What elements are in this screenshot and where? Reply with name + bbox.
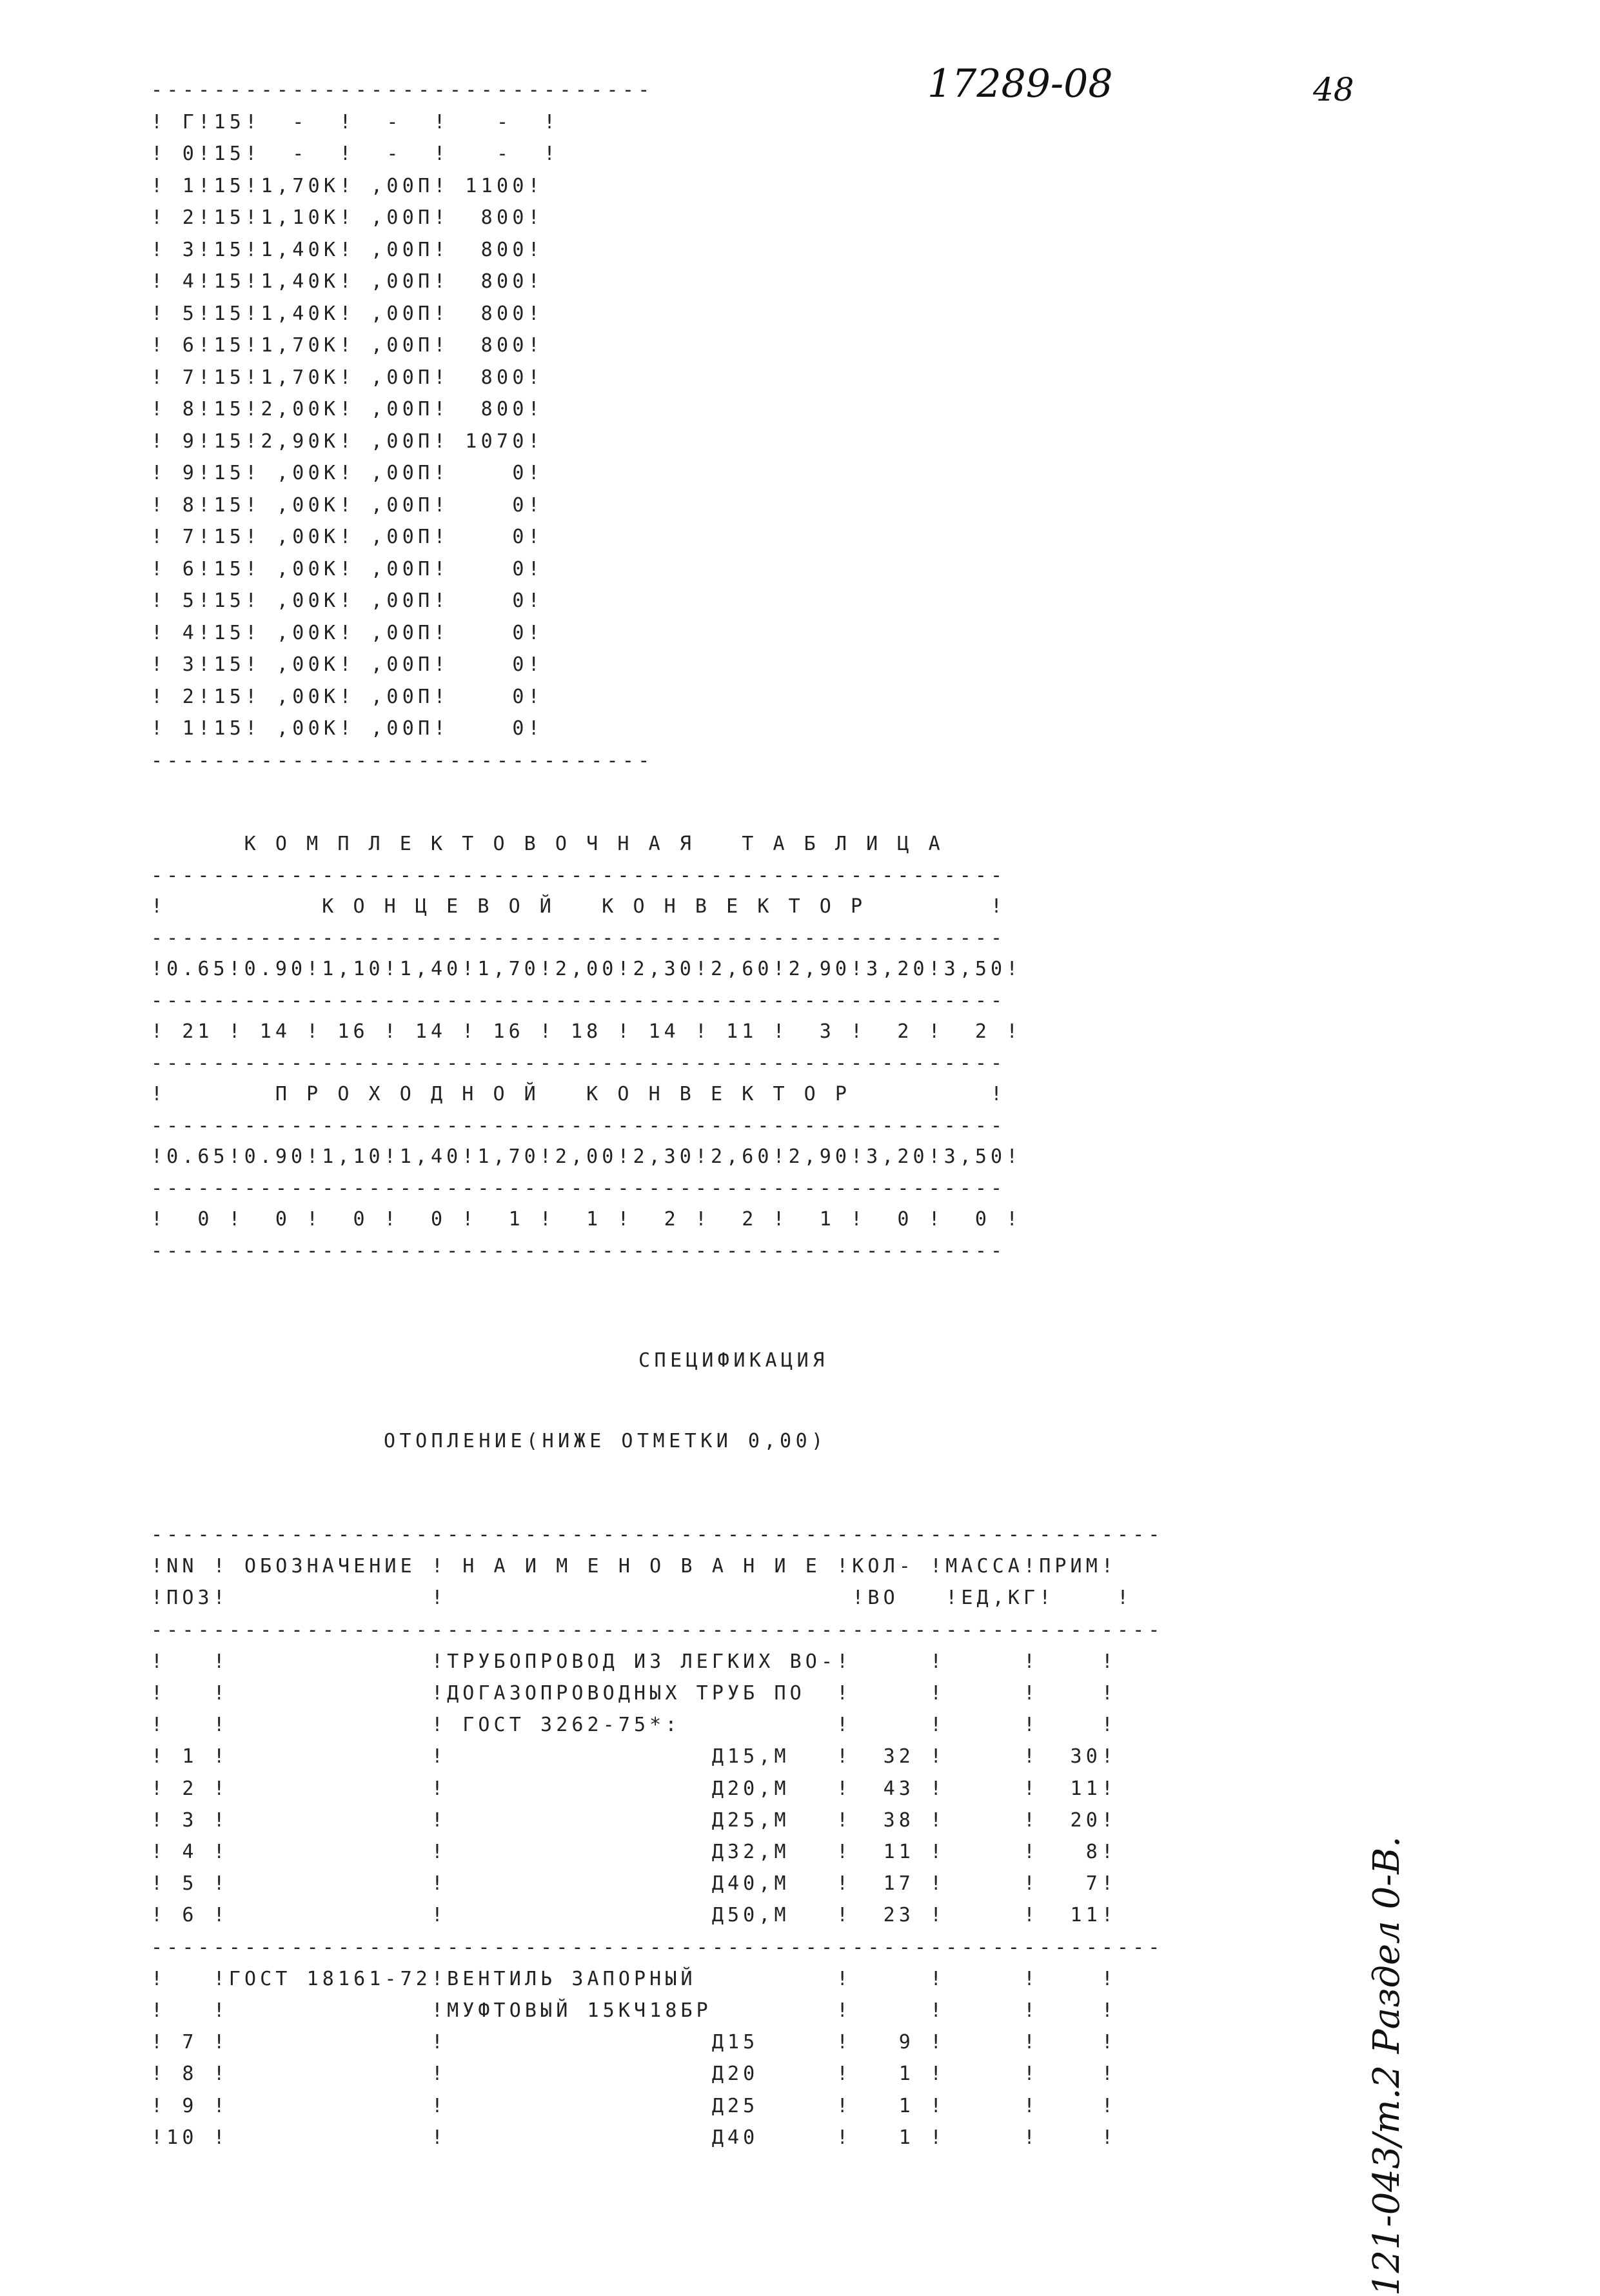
table1-line: ! 3!15!1,40К! ,00П! 800! — [151, 238, 544, 261]
table2-line: К О М П Л Е К Т О В О Ч Н А Я Т А Б Л И Ц А — [151, 833, 944, 855]
floor-data-table — [151, 74, 654, 777]
table1-line: ! 4!15!1,40К! ,00П! 800! — [151, 270, 544, 293]
table3-line: ----------------------------------------------------------------- — [151, 1935, 1164, 1959]
table2-line: ------------------------------------------------------- — [151, 989, 1007, 1012]
table3-line: ! 6 ! ! Д50,М ! 23 ! ! 11! — [151, 1904, 1118, 1927]
table1-line: ! 0!15! - ! - ! - ! — [151, 143, 560, 165]
table1-line: ! 6!15!1,70К! ,00П! 800! — [151, 334, 544, 357]
document-number: 17289-08 — [927, 61, 1113, 106]
table2-line: ! П Р О Х О Д Н О Й К О Н В Е К Т О Р ! — [151, 1083, 1007, 1105]
table1-line: ! 8!15! ,00К! ,00П! 0! — [151, 493, 544, 517]
table3-line: ! 3 ! ! Д25,М ! 38 ! ! 20! — [151, 1808, 1118, 1832]
table3-line: ! 1 ! ! Д15,М ! 32 ! ! 30! — [151, 1745, 1118, 1768]
table2-line: ! 0 ! 0 ! 0 ! 0 ! 1 ! 1 ! 2 ! 2 ! 1 ! 0 ! 0 ! — [151, 1208, 1022, 1231]
table2-line: ! 21 ! 14 ! 16 ! 14 ! 16 ! 18 ! 14 ! 11 ! 3 ! 2 ! 2 ! — [151, 1020, 1022, 1043]
table1-line: ! 9!15!2,90К! ,00П! 1070! — [151, 430, 544, 453]
table1-line: ! 5!15!1,40К! ,00П! 800! — [151, 302, 544, 325]
table1-line: ! 2!15!1,10К! ,00П! 800! — [151, 206, 544, 229]
table1-line: ! 2!15! ,00К! ,00П! 0! — [151, 685, 544, 708]
table2-line: !0.65!0.90!1,10!1,40!1,70!2,00!2,30!2,60!2,90!3,20!3,50! — [151, 958, 1022, 980]
table2-line: ------------------------------------------------------- — [151, 1051, 1007, 1074]
table2-line: ------------------------------------------------------- — [151, 1176, 1007, 1200]
table1-line: ! 1!15!1,70К! ,00П! 1100! — [151, 174, 544, 197]
table1-line: ! 1!15! ,00К! ,00П! 0! — [151, 717, 544, 740]
table1-line: ! 5!15! ,00К! ,00П! 0! — [151, 589, 544, 612]
spec-subtitle: ОТОПЛЕНИЕ(НИЖЕ ОТМЕТКИ 0,00) — [384, 1430, 827, 1452]
table1-line: ! 6!15! ,00К! ,00П! 0! — [151, 557, 544, 580]
table3-line: ! 7 ! ! Д15 ! 9 ! ! ! — [151, 2031, 1118, 2054]
table3-line: ----------------------------------------------------------------- — [151, 1618, 1164, 1641]
table1-line: -------------------------------- — [151, 79, 654, 101]
table3-line: ! ! !ТРУБОПРОВОД ИЗ ЛЕГКИХ ВО-! ! ! ! — [151, 1650, 1118, 1673]
table1-line: ! Г!15! - ! - ! - ! — [151, 110, 560, 134]
table1-line: ! 3!15! ,00К! ,00П! 0! — [151, 653, 544, 676]
table1-line: ! 8!15!2,00К! ,00П! 800! — [151, 398, 544, 421]
table2-line: ------------------------------------------------------- — [151, 864, 1007, 887]
assembly-table — [151, 829, 1022, 1267]
table3-line: ! ! ! ГОСТ 3262-75*: ! ! ! ! — [151, 1714, 1118, 1737]
margin-note: 121-043/т.2 Раздел 0-В. — [1366, 1836, 1408, 2296]
table1-line: -------------------------------- — [151, 749, 654, 772]
table1-line: ! 4!15! ,00К! ,00П! 0! — [151, 621, 544, 644]
table2-line: ! К О Н Ц Е В О Й К О Н В Е К Т О Р ! — [151, 895, 1007, 918]
table1-line: ! 9!15! ,00К! ,00П! 0! — [151, 462, 544, 484]
table3-line: !ПОЗ! ! !ВО !ЕД,КГ! ! — [151, 1587, 1133, 1610]
table2-line: ------------------------------------------------------- — [151, 926, 1007, 949]
table3-line: ! 2 ! ! Д20,М ! 43 ! ! 11! — [151, 1777, 1118, 1800]
spec-title: СПЕЦИФИКАЦИЯ — [638, 1349, 829, 1372]
table3-line: ! 4 ! ! Д32,М ! 11 ! ! 8! — [151, 1841, 1118, 1864]
table3-line: ! !ГОСТ 18161-72!ВЕНТИЛЬ ЗАПОРНЫЙ ! ! ! ! — [151, 1967, 1118, 1990]
table3-line: ----------------------------------------------------------------- — [151, 1523, 1164, 1546]
table3-line: !10 ! ! Д40 ! 1 ! ! ! — [151, 2126, 1118, 2149]
table3-line: ! 9 ! ! Д25 ! 1 ! ! ! — [151, 2094, 1118, 2117]
specification-table — [151, 1519, 1164, 2153]
table2-line: !0.65!0.90!1,10!1,40!1,70!2,00!2,30!2,60!2,90!3,20!3,50! — [151, 1145, 1022, 1168]
table2-line: ------------------------------------------------------- — [151, 1239, 1007, 1262]
table3-line: ! ! !МУФТОВЫЙ 15КЧ18БР ! ! ! ! — [151, 1999, 1118, 2023]
page-number: 48 — [1313, 71, 1354, 108]
table1-line: ! 7!15!1,70К! ,00П! 800! — [151, 366, 544, 389]
table3-line: !NN ! ОБОЗНАЧЕНИЕ ! Н А И М Е Н О В А Н И Е !КОЛ- !МАССА!ПРИМ! — [151, 1555, 1118, 1578]
table2-line: ------------------------------------------------------- — [151, 1114, 1007, 1137]
table3-line: ! ! !ДОГАЗОПРОВОДНЫХ ТРУБ ПО ! ! ! ! — [151, 1682, 1118, 1705]
table3-line: ! 8 ! ! Д20 ! 1 ! ! ! — [151, 2063, 1118, 2086]
table3-line: ! 5 ! ! Д40,М ! 17 ! ! 7! — [151, 1872, 1118, 1895]
table1-line: ! 7!15! ,00К! ,00П! 0! — [151, 526, 544, 548]
